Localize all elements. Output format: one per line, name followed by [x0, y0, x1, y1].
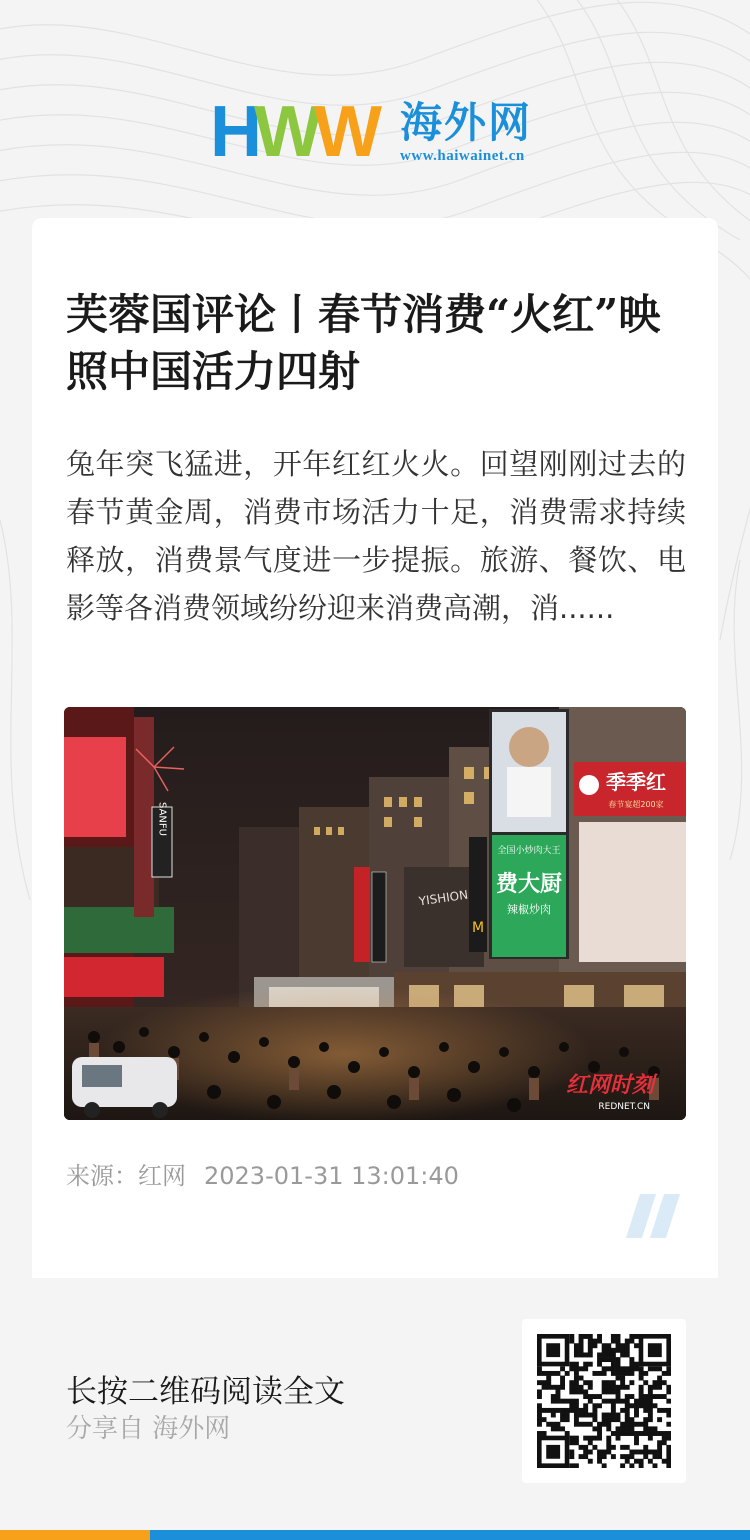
article-summary: 兔年突飞猛进，开年红红火火。回望刚刚过去的春节黄金周，消费市场活力十足，消费需求持续释放，消费景气度进一步提振。旅游、餐饮、电影等各消费领域纷纷迎来消费高潮，消...... [66, 447, 686, 625]
logo-text [400, 100, 532, 165]
article-title: 芙蓉国评论丨春节消费“火红”映照中国活力四射 [66, 290, 661, 396]
share-source: 分享自 海外网 [66, 1414, 231, 1444]
brand-bar-blue [150, 1530, 750, 1540]
photo-sign-sanfu: SANFU [156, 802, 168, 836]
svg-text:M: M [471, 920, 485, 936]
brand-color-bar [0, 1530, 750, 1540]
photo-watermark: 红网时刻 [565, 1073, 654, 1098]
article-photo [64, 707, 686, 1120]
photo-sign-restaurant-sub: 春节宴超200家 [608, 800, 664, 809]
photo-sign-restaurant: 季季红 [606, 770, 666, 794]
share-footer [0, 1278, 750, 1540]
photo-sign-mall: YISHION [417, 887, 469, 909]
logo-letter-h: H [210, 92, 254, 172]
qr-code-icon [537, 1334, 671, 1468]
hww-logo-mark [210, 92, 388, 172]
night-street-photo [64, 707, 686, 1120]
brand-bar-orange [0, 1530, 150, 1540]
brand-url: www.haiwainet.cn [400, 148, 525, 164]
qr-code[interactable] [522, 1319, 686, 1483]
article-datetime: 2023-01-31 13:01:40 [204, 1162, 459, 1190]
article-card[interactable] [32, 218, 718, 1278]
brand-name: 海外网 [400, 98, 533, 147]
photo-watermark-sub: REDNET.CN [598, 1102, 650, 1112]
decorative-slash-icon [626, 1194, 688, 1238]
photo-sign-chef: 费大厨 [495, 872, 563, 897]
article-meta [66, 1156, 459, 1191]
brand-logo [210, 92, 533, 172]
photo-sign-chef-sub: 辣椒炒肉 [507, 903, 551, 916]
read-full-text-prompt: 长按二维码阅读全文 [66, 1374, 345, 1410]
logo-letter-w1: W [254, 92, 314, 172]
logo-letter-w2: W [313, 92, 374, 172]
article-source: 来源：红网 [66, 1162, 186, 1190]
photo-sign-chef-top: 全国小炒肉大王 [497, 846, 561, 856]
